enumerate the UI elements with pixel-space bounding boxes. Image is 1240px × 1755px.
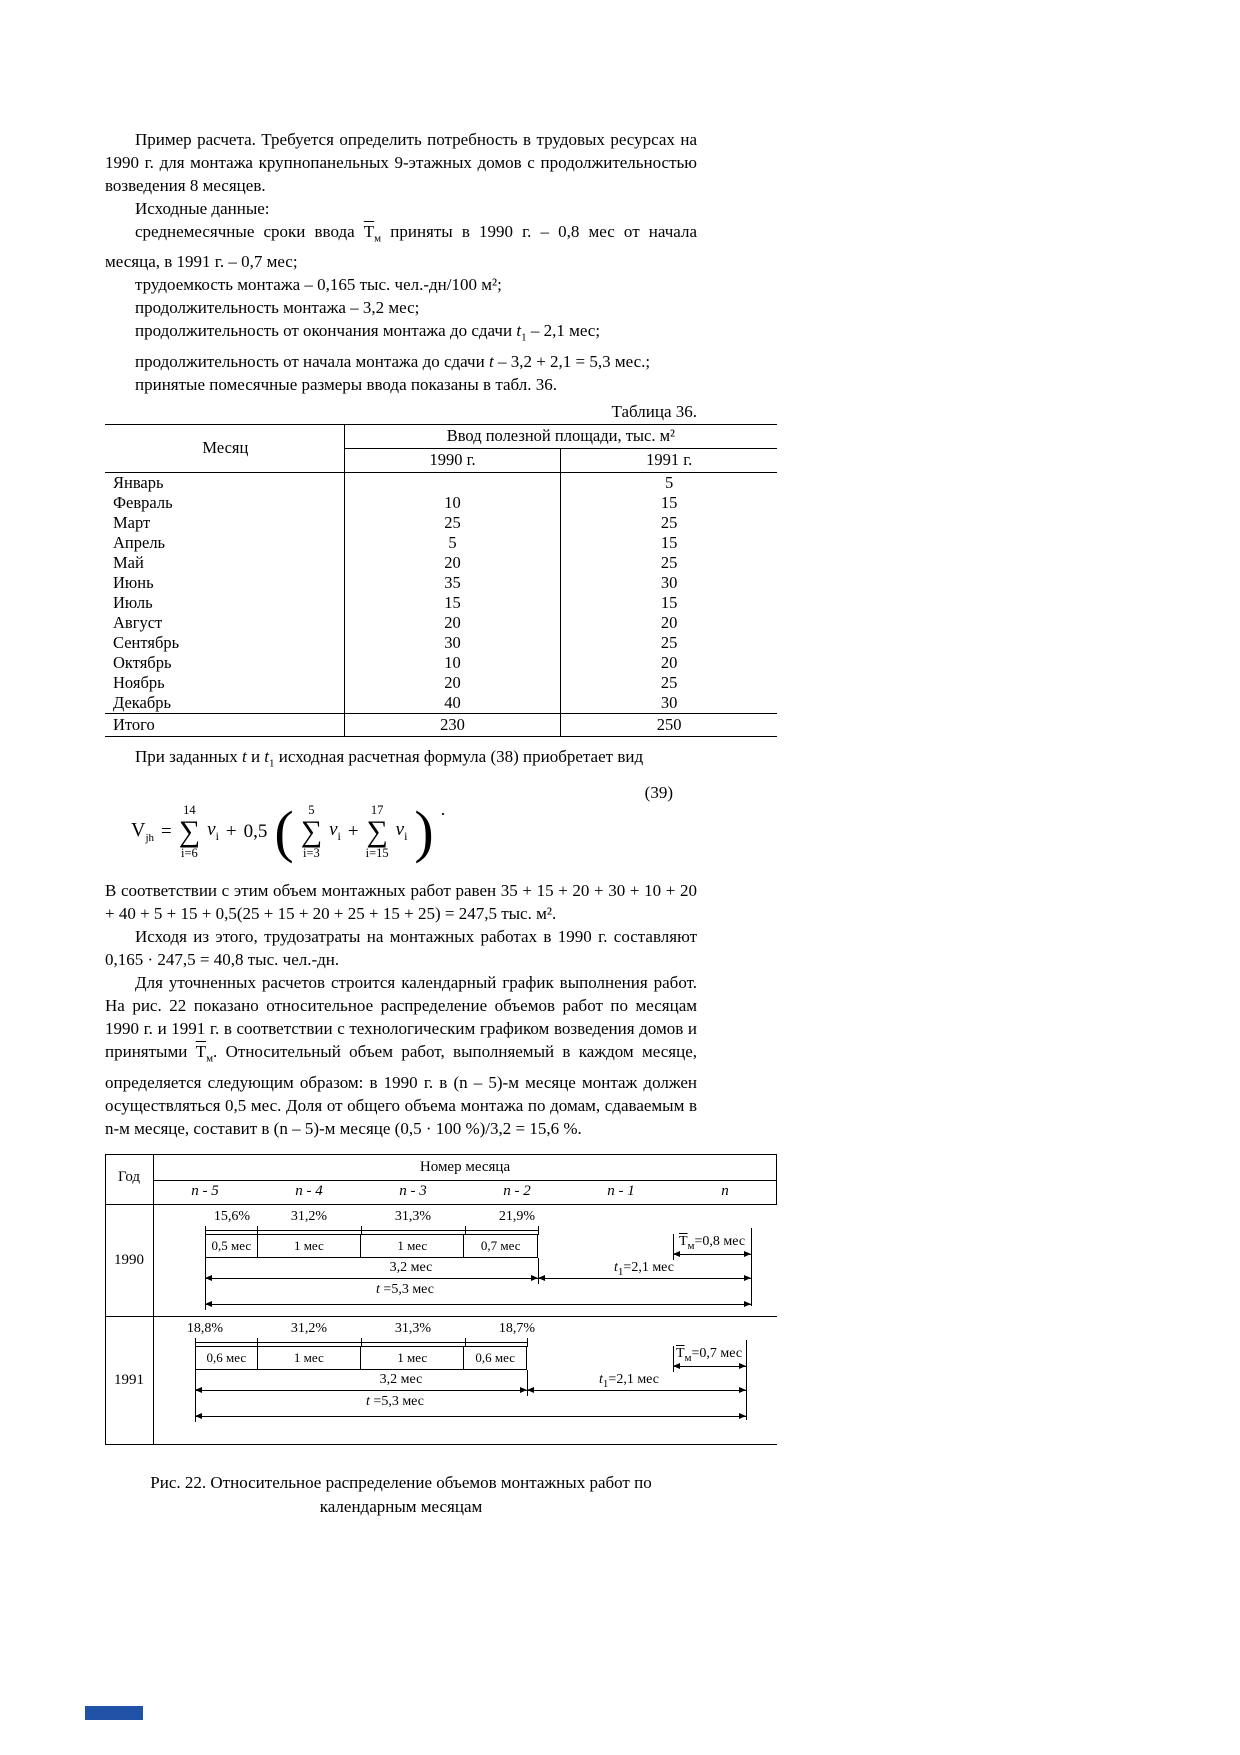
fig-line bbox=[153, 1180, 777, 1181]
fig-bar-segment: 1 мес bbox=[258, 1347, 361, 1369]
fig-line bbox=[205, 1230, 538, 1231]
total-label: Итого bbox=[105, 713, 344, 736]
fig-bar-segment: 0,7 мес bbox=[480, 1237, 521, 1253]
value-1990: 40 bbox=[344, 693, 561, 714]
summand: $v_i$ bbox=[329, 819, 341, 844]
fig-line bbox=[205, 1258, 206, 1310]
sum-operator: 14 ∑ i=6 bbox=[178, 803, 201, 861]
fig-dim-arrow bbox=[205, 1278, 538, 1279]
fig-pct: 15,6% bbox=[213, 1208, 251, 1224]
left-paren: ( bbox=[274, 799, 294, 865]
fig-dim-label: $t_1=2,1$ мес bbox=[599, 1371, 659, 1390]
fig-dim-arrow bbox=[195, 1390, 527, 1391]
table-row bbox=[105, 613, 777, 633]
text-run: При заданных bbox=[135, 746, 242, 766]
month-cell: Март bbox=[105, 513, 344, 533]
value-1991: 25 bbox=[660, 672, 678, 692]
t-symbol: t bbox=[241, 746, 247, 766]
paragraph-formula-intro bbox=[105, 745, 697, 775]
equation-lhs: $V_{jh}$ bbox=[131, 819, 155, 845]
figure-caption: Рис. 22. Относительное распределение объемов монтажных работ по календарным месяцам bbox=[150, 1472, 652, 1516]
fig-total-label: t =5,3 мес bbox=[366, 1393, 424, 1409]
text-run: Для уточненных расчетов строится календарный график выполнения работ. На рис. 22 показано относительное распределение объемов работ по месяцам 1990 г. и 1991 г. в соответствии с технологическим графиком возведения домов и принятыми bbox=[105, 973, 697, 1062]
summand: $v_i$ bbox=[395, 819, 408, 844]
value-1990: 20 bbox=[344, 613, 561, 633]
table-header-span: Ввод полезной площади, тыс. м² bbox=[344, 424, 777, 448]
table-row bbox=[105, 493, 777, 513]
month-cell: Ноябрь bbox=[105, 673, 344, 693]
month-cell: Август bbox=[105, 613, 344, 633]
value-1990: 10 bbox=[344, 493, 561, 513]
paragraph-intro: Пример расчета. Требуется определить потребность в трудовых ресурсах на 1990 г. для монтажа крупнопанельных 9-этажных домов с продолжительностью возведения 8 месяцев. bbox=[105, 130, 697, 195]
subscript: 1 bbox=[521, 331, 527, 344]
fig-line bbox=[538, 1226, 539, 1235]
fig-pct: 21,9% bbox=[498, 1208, 536, 1224]
fig-dim-arrow bbox=[195, 1416, 746, 1417]
sum-operator: 17 ∑ i=15 bbox=[365, 803, 389, 861]
fig-line bbox=[105, 1154, 777, 1155]
paragraph-duration: продолжительность монтажа – 3,2 мес; bbox=[135, 298, 420, 318]
value-1990: 20 bbox=[344, 673, 561, 693]
t-symbol: t bbox=[488, 351, 494, 371]
text-run: . Относительный объем работ, выполняемый в каждом месяце, определяется следующим образом: в 1990 г. в (n – 5)-м месяце монтаж должен осуществляться 0,5 мес. Доля от общего объема монтажа по домам, сдаваемым в n-м месяце, составит в (n – 5)-м месяце (0,5 · 100 %)/3,2 = 15,6 %. bbox=[105, 1042, 697, 1138]
equation-number: (39) bbox=[644, 783, 673, 803]
fig-pct: 31,2% bbox=[290, 1208, 328, 1224]
text-run: и bbox=[246, 746, 265, 766]
value-1990 bbox=[344, 472, 561, 493]
fig-dim-label: 3,2 мес bbox=[389, 1259, 433, 1275]
fig-col-header: n - 4 bbox=[295, 1182, 323, 1199]
sum-operator: 5 ∑ i=3 bbox=[300, 803, 323, 861]
value-1991: 20 bbox=[660, 652, 678, 672]
fig-year-label: 1990 bbox=[114, 1251, 144, 1268]
value-1991: 25 bbox=[660, 512, 678, 532]
value-1990: 30 bbox=[344, 633, 561, 653]
fig-line bbox=[527, 1370, 528, 1396]
month-cell: Июнь bbox=[105, 573, 344, 593]
value-1991: 30 bbox=[660, 692, 678, 712]
fig-dim-arrow bbox=[673, 1366, 746, 1367]
fig-tm-label: $Т_м=0,7$ мес bbox=[675, 1345, 743, 1364]
table-row bbox=[105, 593, 777, 613]
value-1991: 25 bbox=[660, 552, 678, 572]
fig-header-year: Год bbox=[117, 1168, 141, 1185]
fig-col-header: n - 1 bbox=[607, 1182, 635, 1199]
fig-pct: 31,2% bbox=[290, 1320, 328, 1336]
table-row bbox=[105, 513, 777, 533]
right-paren: ) bbox=[414, 799, 434, 865]
text-run: – 2,1 мес; bbox=[526, 321, 601, 341]
subscript: м bbox=[374, 232, 382, 245]
fig-line bbox=[105, 1204, 777, 1205]
gantt-bar-1990 bbox=[205, 1234, 538, 1258]
fig-pct: 31,3% bbox=[394, 1208, 432, 1224]
table-row bbox=[105, 693, 777, 714]
table-row bbox=[105, 533, 777, 553]
fig-line bbox=[105, 1316, 777, 1317]
text-run: продолжительность от начала монтажа до сдачи bbox=[135, 351, 489, 371]
fig-tm-label: $Т_м=0,8$ мес bbox=[678, 1233, 746, 1252]
fig-dim-arrow bbox=[527, 1390, 746, 1391]
value-1990: 10 bbox=[344, 653, 561, 673]
fig-bar-segment: 1 мес bbox=[258, 1235, 361, 1257]
value-1991: 30 bbox=[660, 572, 678, 592]
fig-bar-segment: 0,6 мес bbox=[475, 1349, 515, 1365]
table-row bbox=[105, 553, 777, 573]
fig-line bbox=[673, 1234, 674, 1260]
figure-22-diagram bbox=[105, 1154, 777, 1445]
fig-pct: 18,7% bbox=[498, 1320, 536, 1336]
equation-body bbox=[131, 799, 446, 865]
fig-pct: 31,3% bbox=[394, 1320, 432, 1336]
equals-sign: = bbox=[161, 820, 172, 842]
fig-bar-segment: 0,5 мес bbox=[206, 1235, 258, 1257]
t-symbol: t bbox=[516, 321, 522, 341]
total-1990: 230 bbox=[344, 713, 561, 736]
scan-artifact-blue bbox=[85, 1706, 143, 1720]
fig-dim-label: $t_1=2,1$ мес bbox=[614, 1259, 674, 1278]
value-1990: 20 bbox=[344, 553, 561, 573]
coefficient: 0,5 bbox=[243, 820, 268, 842]
paragraph-table-ref: принятые помесячные размеры ввода показаны в табл. 36. bbox=[135, 374, 557, 394]
value-1991: 15 bbox=[660, 492, 678, 512]
fig-col-header: n - 5 bbox=[191, 1182, 219, 1199]
paragraph-volume-calc: В соответствии с этим объем монтажных работ равен 35 + 15 + 20 + 30 + 10 + 20 + 40 + 5 + 15 + 0,5(25 + 15 + 20 + 25 + 15 + 25) = 247,5 тыс. м². bbox=[105, 881, 697, 924]
fig-pct: 18,8% bbox=[186, 1320, 224, 1336]
subscript: м bbox=[206, 1052, 214, 1065]
fig-dim-label: 3,2 мес bbox=[379, 1371, 423, 1387]
fig-col-header: n - 3 bbox=[399, 1182, 427, 1199]
month-cell: Май bbox=[105, 553, 344, 573]
table-header-1990: 1990 г. bbox=[344, 448, 561, 472]
value-1991: 15 bbox=[660, 532, 678, 552]
plus-sign: + bbox=[225, 820, 237, 842]
value-1991: 25 bbox=[660, 632, 678, 652]
value-1991: 15 bbox=[660, 592, 678, 612]
fig-total-label: t =5,3 мес bbox=[376, 1281, 434, 1297]
t-symbol: t bbox=[264, 746, 270, 766]
summand: $v_i$ bbox=[207, 819, 219, 844]
paragraph-tm-terms bbox=[105, 220, 697, 273]
fig-bar-segment: 0,6 мес bbox=[196, 1347, 258, 1369]
month-cell: Январь bbox=[105, 472, 344, 493]
fig-line bbox=[751, 1228, 752, 1306]
fig-year-label: 1991 bbox=[114, 1371, 144, 1388]
value-1990: 5 bbox=[344, 533, 561, 553]
month-cell: Июль bbox=[105, 593, 344, 613]
fig-line bbox=[527, 1338, 528, 1347]
paragraph-initial-data: Исходные данные: bbox=[135, 199, 270, 218]
table-36-label: Таблица 36. bbox=[611, 401, 697, 421]
gantt-bar-1991 bbox=[195, 1346, 527, 1370]
t-bar-symbol: Т bbox=[195, 1042, 207, 1062]
month-cell: Сентябрь bbox=[105, 633, 344, 653]
month-cell: Декабрь bbox=[105, 693, 344, 714]
fig-line bbox=[538, 1258, 539, 1284]
text-run: приняты в 1990 г. – 0,8 мес от начала месяца, в 1991 г. – 0,7 мес; bbox=[105, 222, 697, 272]
fig-line bbox=[746, 1340, 747, 1420]
table-row bbox=[105, 633, 777, 653]
month-cell: Февраль bbox=[105, 493, 344, 513]
text-column bbox=[105, 128, 785, 1519]
table-header-1991: 1991 г. bbox=[646, 450, 693, 470]
text-run: продолжительность от окончания монтажа до сдачи bbox=[135, 321, 517, 341]
fig-header-month-number: Номер месяца bbox=[419, 1158, 511, 1175]
sentence-period: . bbox=[440, 799, 446, 820]
total-1991: 250 bbox=[656, 714, 682, 734]
paragraph-schedule bbox=[105, 971, 697, 1139]
fig-dim-arrow bbox=[205, 1304, 751, 1305]
fig-bar-segment: 1 мес bbox=[361, 1347, 464, 1369]
value-1991: 5 bbox=[665, 472, 674, 492]
plus-sign: + bbox=[347, 820, 359, 842]
text-run: исходная расчетная формула (38) приобретает вид bbox=[274, 746, 644, 766]
table-row bbox=[105, 472, 777, 493]
text-run: – 3,2 + 2,1 = 5,3 мес.; bbox=[493, 351, 651, 371]
fig-bar-segment: 1 мес bbox=[361, 1235, 464, 1257]
value-1990: 25 bbox=[344, 513, 561, 533]
fig-line bbox=[105, 1444, 777, 1445]
paragraph-labor-calc: Исходя из этого, трудозатраты на монтажных работах в 1990 г. составляют 0,165 · 247,5 = 40,8 тыс. чел.-дн. bbox=[105, 927, 697, 970]
fig-line bbox=[673, 1346, 674, 1372]
table-total-row bbox=[105, 713, 777, 736]
subscript: 1 bbox=[269, 757, 275, 770]
fig-col-header: n - 2 bbox=[503, 1182, 531, 1199]
paragraph-labor-intensity: трудоемкость монтажа – 0,165 тыс. чел.-дн/100 м²; bbox=[135, 275, 502, 295]
text-run: среднемесячные сроки ввода bbox=[135, 222, 364, 241]
fig-line bbox=[105, 1154, 106, 1444]
table-row bbox=[105, 673, 777, 693]
month-cell: Апрель bbox=[105, 533, 344, 553]
table-header-month: Месяц bbox=[105, 424, 344, 472]
value-1990: 15 bbox=[344, 593, 561, 613]
month-cell: Октябрь bbox=[105, 653, 344, 673]
t-bar-symbol: Т bbox=[363, 222, 375, 241]
fig-line bbox=[195, 1370, 196, 1422]
table-36 bbox=[105, 424, 777, 737]
paragraph-t-total bbox=[105, 350, 697, 373]
fig-dim-arrow bbox=[673, 1254, 751, 1255]
table-row bbox=[105, 653, 777, 673]
table-row bbox=[105, 573, 777, 593]
value-1991: 20 bbox=[660, 612, 678, 632]
value-1990: 35 bbox=[344, 573, 561, 593]
fig-col-header: n bbox=[721, 1182, 729, 1199]
fig-dim-arrow bbox=[538, 1278, 751, 1279]
paragraph-t1 bbox=[105, 319, 697, 349]
equation-39 bbox=[105, 783, 697, 879]
